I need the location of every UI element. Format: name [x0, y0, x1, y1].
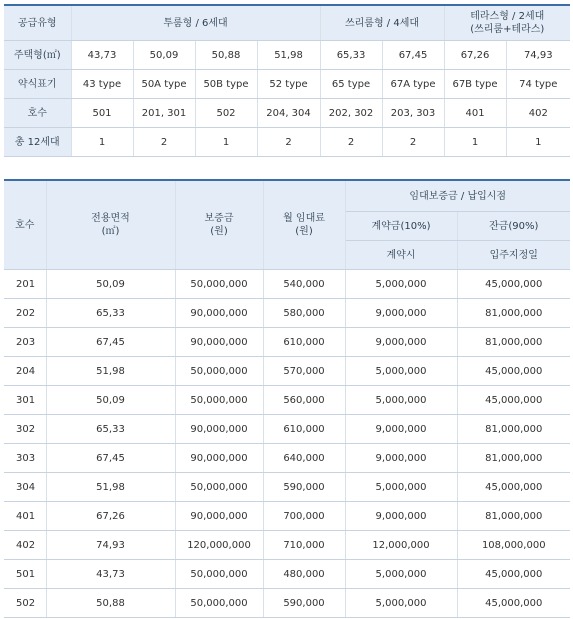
supply-row	[4, 99, 570, 128]
area-header	[46, 180, 175, 270]
monthly-rent-header	[263, 180, 345, 270]
balance-cell: 45,000,000	[457, 357, 570, 386]
monthly-rent-cell: 610,000	[263, 328, 345, 357]
deposit-cell: 50,000,000	[175, 589, 263, 618]
two-room-header: 투룸형 / 6세대	[71, 5, 320, 41]
deposit-cell: 50,000,000	[175, 386, 263, 415]
balance-cell: 45,000,000	[457, 560, 570, 589]
rent-table	[4, 179, 570, 618]
balance-cell: 45,000,000	[457, 473, 570, 502]
unit-cell: 401	[4, 502, 46, 531]
area-cell: 50,09	[46, 386, 175, 415]
supply-cell: 51,98	[257, 41, 320, 70]
rent-row	[4, 473, 570, 502]
supply-row-label: 약식표기	[4, 70, 71, 99]
deposit-cell: 90,000,000	[175, 328, 263, 357]
deposit-cell: 50,000,000	[175, 560, 263, 589]
terrace-header-line2: (쓰리룸+테라스)	[470, 24, 545, 35]
monthly-rent-cell: 480,000	[263, 560, 345, 589]
rent-row	[4, 444, 570, 473]
contract-cell: 5,000,000	[345, 270, 457, 299]
area-header-unit: (㎡)	[101, 226, 120, 237]
supply-cell: 74 type	[506, 70, 570, 99]
deposit-cell: 90,000,000	[175, 502, 263, 531]
supply-cell: 2	[382, 128, 444, 157]
supply-row	[4, 41, 570, 70]
monthly-header-unit: (원)	[295, 226, 313, 237]
supply-cell: 1	[444, 128, 506, 157]
terrace-header	[444, 5, 570, 41]
deposit-cell: 90,000,000	[175, 415, 263, 444]
supply-cell: 2	[320, 128, 382, 157]
supply-cell: 67,26	[444, 41, 506, 70]
monthly-rent-cell: 710,000	[263, 531, 345, 560]
supply-cell: 67A type	[382, 70, 444, 99]
contract-cell: 5,000,000	[345, 589, 457, 618]
supply-type-table	[4, 4, 570, 157]
contract-cell: 5,000,000	[345, 386, 457, 415]
supply-cell: 203, 303	[382, 99, 444, 128]
balance-cell: 81,000,000	[457, 502, 570, 531]
supply-cell: 2	[257, 128, 320, 157]
rent-row	[4, 299, 570, 328]
area-header-label: 전용면적	[91, 213, 130, 224]
area-cell: 50,09	[46, 270, 175, 299]
balance-when-header: 입주지정일	[457, 241, 570, 270]
monthly-rent-cell: 590,000	[263, 473, 345, 502]
unit-cell: 501	[4, 560, 46, 589]
deposit-header	[175, 180, 263, 270]
monthly-rent-cell: 700,000	[263, 502, 345, 531]
supply-cell: 65,33	[320, 41, 382, 70]
supply-cell: 67,45	[382, 41, 444, 70]
area-cell: 74,93	[46, 531, 175, 560]
rent-header-row-1	[4, 180, 570, 212]
deposit-cell: 50,000,000	[175, 357, 263, 386]
supply-cell: 202, 302	[320, 99, 382, 128]
contract-cell: 9,000,000	[345, 502, 457, 531]
contract-cell: 12,000,000	[345, 531, 457, 560]
contract-cell: 9,000,000	[345, 299, 457, 328]
balance-cell: 45,000,000	[457, 270, 570, 299]
monthly-rent-cell: 610,000	[263, 415, 345, 444]
unit-header: 호수	[4, 180, 46, 270]
rent-row	[4, 270, 570, 299]
contract-cell: 9,000,000	[345, 444, 457, 473]
area-cell: 67,26	[46, 502, 175, 531]
supply-cell: 204, 304	[257, 99, 320, 128]
supply-cell: 52 type	[257, 70, 320, 99]
area-cell: 51,98	[46, 357, 175, 386]
supply-cell: 50A type	[133, 70, 195, 99]
area-cell: 65,33	[46, 299, 175, 328]
balance-header: 잔금(90%)	[457, 212, 570, 241]
supply-cell: 1	[506, 128, 570, 157]
balance-cell: 81,000,000	[457, 444, 570, 473]
rent-row	[4, 531, 570, 560]
contract-cell: 9,000,000	[345, 328, 457, 357]
rent-row	[4, 328, 570, 357]
contract-cell: 9,000,000	[345, 415, 457, 444]
contract-cell: 5,000,000	[345, 473, 457, 502]
monthly-rent-cell: 570,000	[263, 357, 345, 386]
rent-row	[4, 386, 570, 415]
supply-row	[4, 128, 570, 157]
area-cell: 51,98	[46, 473, 175, 502]
rent-row	[4, 502, 570, 531]
supply-cell: 65 type	[320, 70, 382, 99]
supply-type-header: 공급유형	[4, 5, 71, 41]
supply-cell: 201, 301	[133, 99, 195, 128]
area-cell: 67,45	[46, 328, 175, 357]
balance-cell: 45,000,000	[457, 386, 570, 415]
area-cell: 65,33	[46, 415, 175, 444]
supply-cell: 2	[133, 128, 195, 157]
monthly-rent-cell: 540,000	[263, 270, 345, 299]
terrace-header-line1: 테라스형 / 2세대	[470, 11, 545, 22]
supply-cell: 502	[195, 99, 257, 128]
supply-cell: 501	[71, 99, 133, 128]
supply-cell: 1	[71, 128, 133, 157]
unit-cell: 502	[4, 589, 46, 618]
deposit-cell: 120,000,000	[175, 531, 263, 560]
contract-cell: 5,000,000	[345, 560, 457, 589]
rent-row	[4, 415, 570, 444]
contract-when-header: 계약시	[345, 241, 457, 270]
unit-cell: 303	[4, 444, 46, 473]
supply-cell: 74,93	[506, 41, 570, 70]
three-room-header: 쓰리룸형 / 4세대	[320, 5, 444, 41]
unit-cell: 301	[4, 386, 46, 415]
contract-header: 계약금(10%)	[345, 212, 457, 241]
supply-cell: 402	[506, 99, 570, 128]
deposit-header-label: 보증금	[204, 213, 234, 224]
rent-row	[4, 589, 570, 618]
supply-cell: 50,88	[195, 41, 257, 70]
area-cell: 43,73	[46, 560, 175, 589]
supply-row	[4, 70, 570, 99]
rent-row	[4, 357, 570, 386]
monthly-rent-cell: 580,000	[263, 299, 345, 328]
deposit-cell: 90,000,000	[175, 299, 263, 328]
unit-cell: 203	[4, 328, 46, 357]
monthly-rent-cell: 640,000	[263, 444, 345, 473]
unit-cell: 202	[4, 299, 46, 328]
balance-cell: 108,000,000	[457, 531, 570, 560]
supply-row-label: 호수	[4, 99, 71, 128]
supply-cell: 43 type	[71, 70, 133, 99]
deposit-cell: 90,000,000	[175, 444, 263, 473]
balance-cell: 81,000,000	[457, 299, 570, 328]
deposit-header-unit: (원)	[210, 226, 228, 237]
unit-cell: 402	[4, 531, 46, 560]
area-cell: 67,45	[46, 444, 175, 473]
balance-cell: 45,000,000	[457, 589, 570, 618]
balance-cell: 81,000,000	[457, 328, 570, 357]
balance-cell: 81,000,000	[457, 415, 570, 444]
rent-row	[4, 560, 570, 589]
unit-cell: 302	[4, 415, 46, 444]
supply-cell: 401	[444, 99, 506, 128]
supply-cell: 43,73	[71, 41, 133, 70]
supply-cell: 1	[195, 128, 257, 157]
monthly-rent-cell: 560,000	[263, 386, 345, 415]
supply-cell: 50,09	[133, 41, 195, 70]
supply-header-row	[4, 5, 570, 41]
supply-row-label: 총 12세대	[4, 128, 71, 157]
unit-cell: 204	[4, 357, 46, 386]
contract-cell: 5,000,000	[345, 357, 457, 386]
area-cell: 50,88	[46, 589, 175, 618]
monthly-rent-cell: 590,000	[263, 589, 345, 618]
unit-cell: 304	[4, 473, 46, 502]
deposit-cell: 50,000,000	[175, 270, 263, 299]
unit-cell: 201	[4, 270, 46, 299]
supply-cell: 67B type	[444, 70, 506, 99]
deposit-cell: 50,000,000	[175, 473, 263, 502]
payment-header: 임대보증금 / 납입시점	[345, 180, 570, 212]
supply-cell: 50B type	[195, 70, 257, 99]
monthly-header-label: 월 임대료	[283, 213, 325, 224]
supply-row-label: 주택형(㎡)	[4, 41, 71, 70]
